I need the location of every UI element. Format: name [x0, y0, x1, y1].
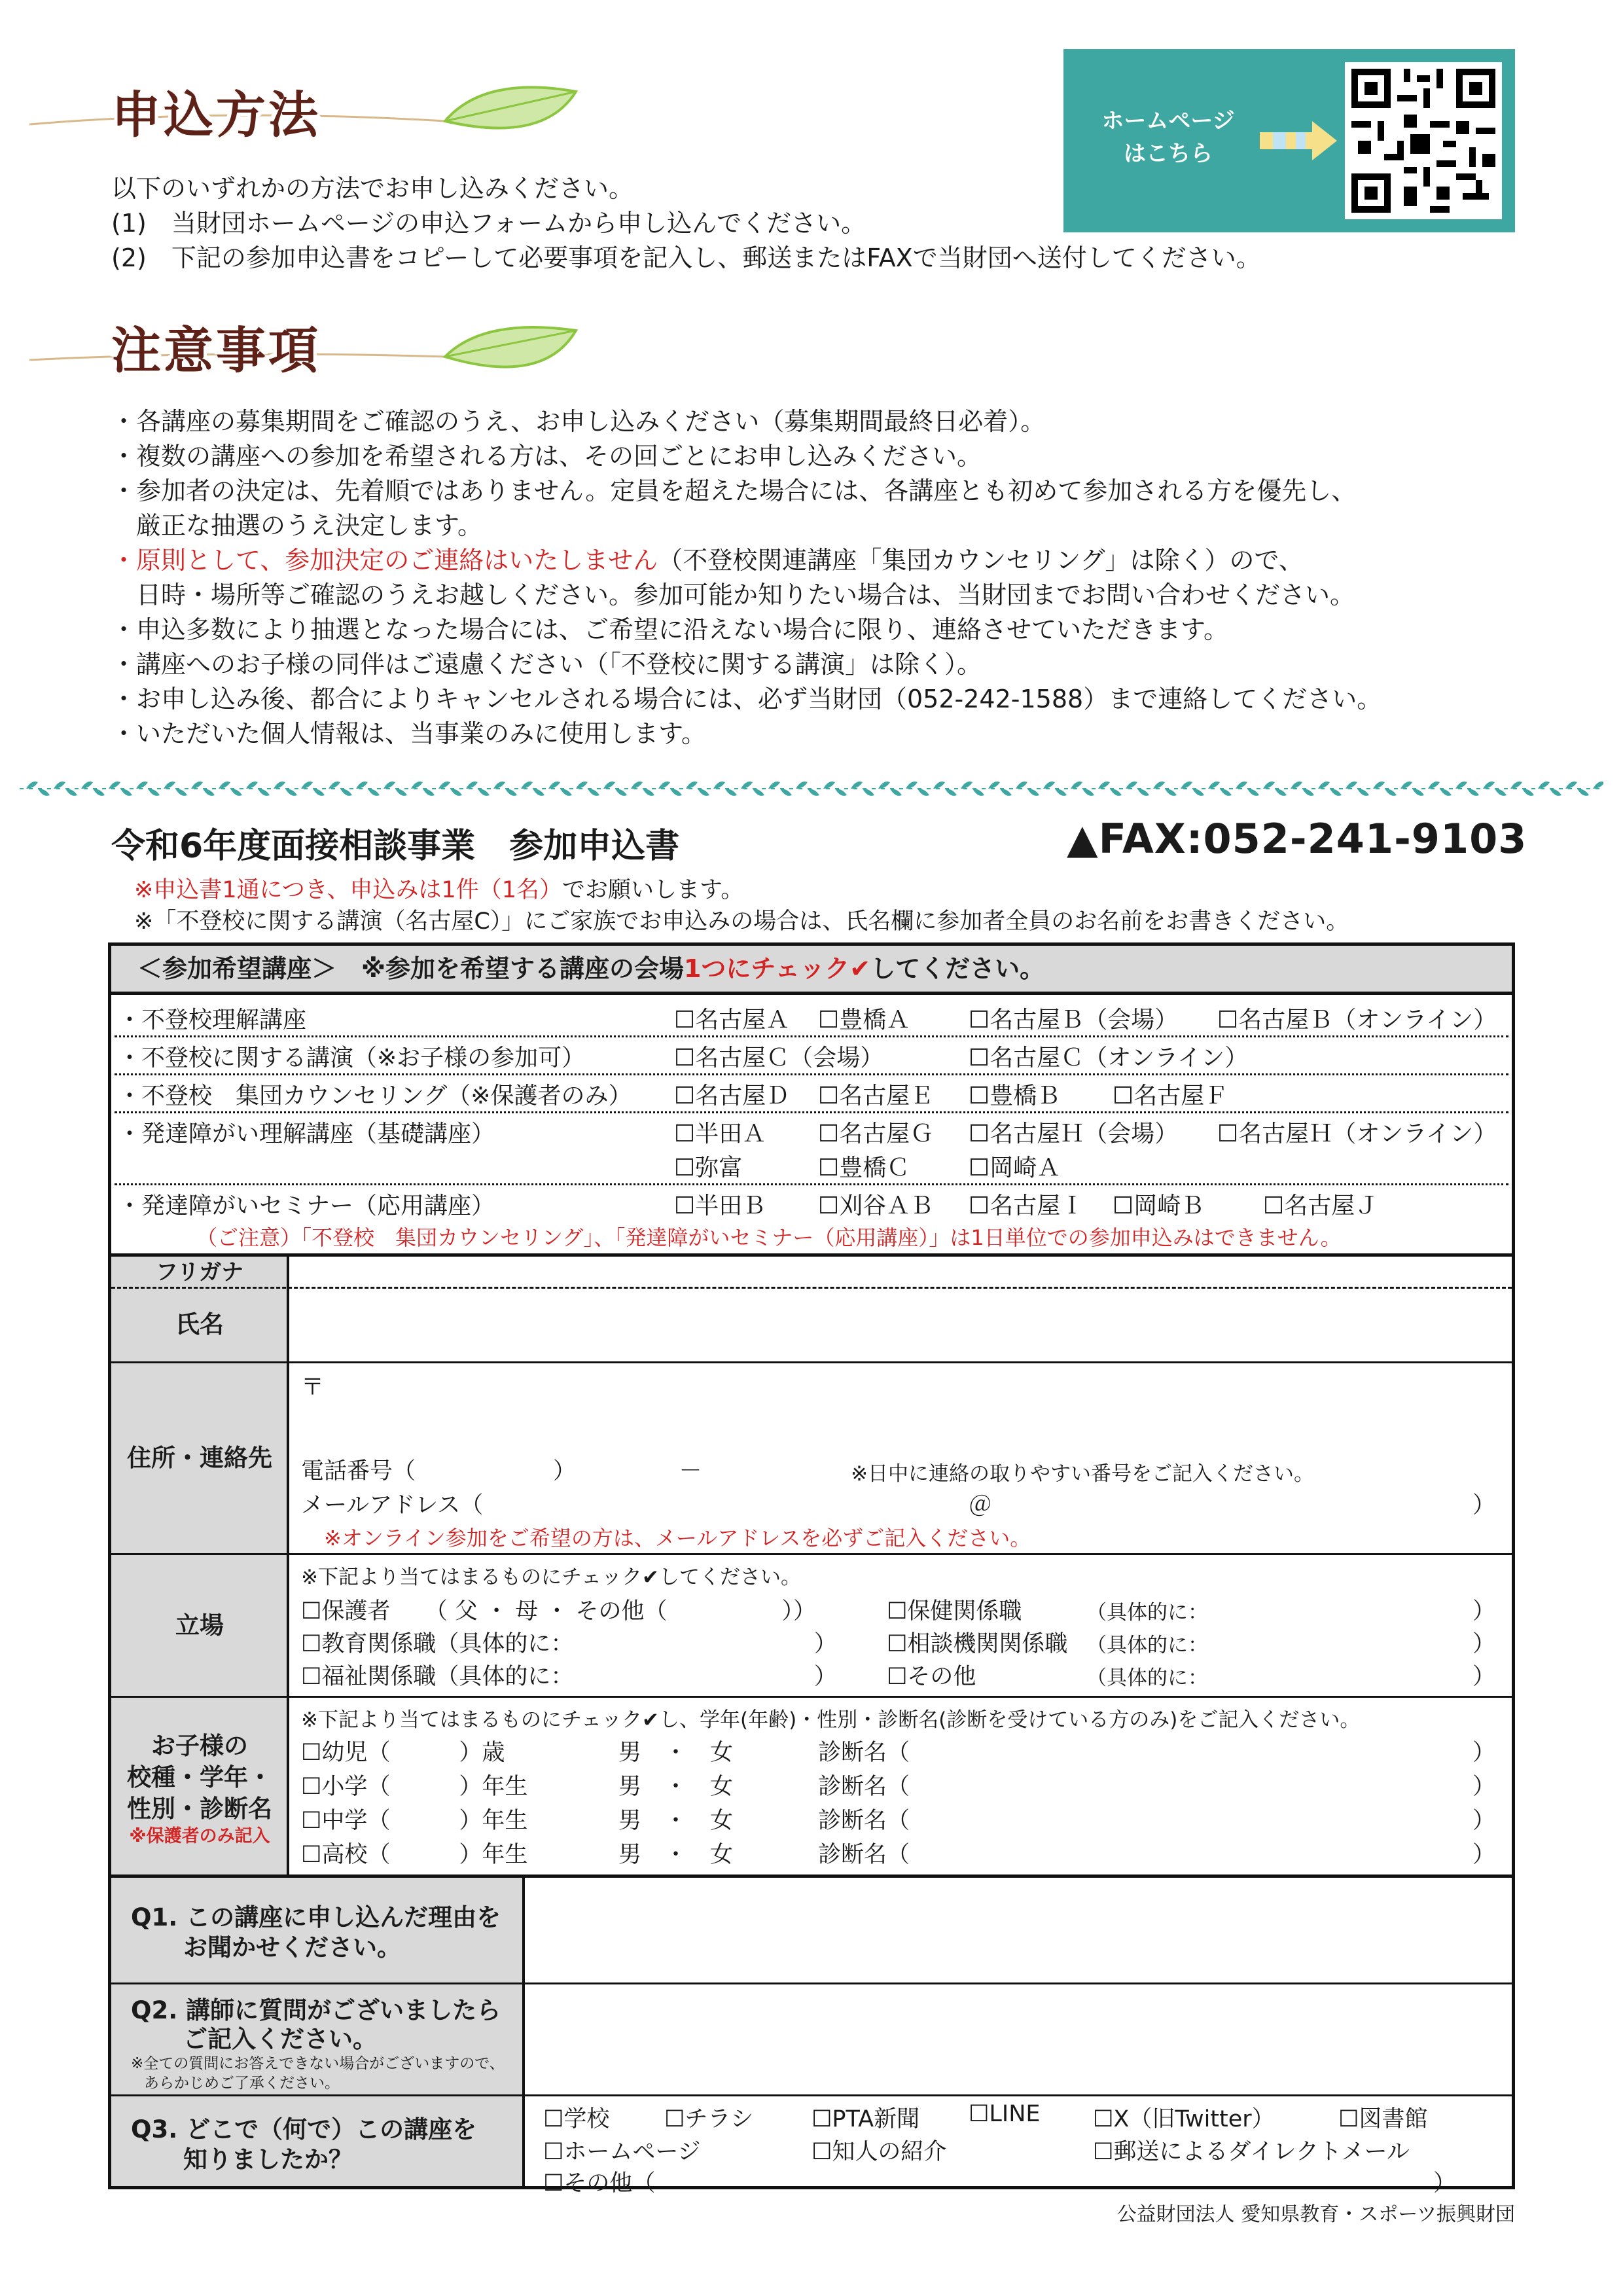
option-handa-b[interactable]: ☐半田Ｂ [674, 1193, 766, 1219]
note-line-5: ・原則として、参加決定のご連絡はいたしません（不登校関連講座「集団カウンセリング」は除く）ので、 [111, 546, 1304, 575]
position-health[interactable]: ☐保健関係職 [887, 1598, 1022, 1624]
option-okazaki-b[interactable]: ☐岡崎Ｂ [1113, 1193, 1205, 1219]
qr-code-icon[interactable] [1345, 62, 1502, 219]
name-input[interactable] [289, 1288, 1512, 1361]
child-close-2: ） [1472, 1808, 1496, 1834]
method-line-2: (1) 当財団ホームページの申込フォームから申し込んでください。 [111, 209, 866, 238]
position-consult[interactable]: ☐相談機関関係職 [887, 1631, 1068, 1657]
email-note: ※オンライン参加をご希望の方は、メールアドレスを必ずご記入ください。 [324, 1526, 1031, 1551]
form-note-1: ※申込書1通につき、申込みは1件（1名）でお願いします。 [134, 877, 744, 903]
q3-homepage[interactable]: ☐ホームページ [543, 2139, 701, 2165]
q3-school[interactable]: ☐学校 [543, 2106, 610, 2132]
heading-application-method: 申込方法 [111, 86, 321, 144]
option-toyohashi-a[interactable]: ☐豊橋Ａ [818, 1007, 910, 1033]
homepage-label: ホームページ はこちら [1101, 108, 1235, 167]
position-guardian[interactable]: ☐保護者 （ 父 ・ 母 ・ その他（ ）） [301, 1598, 817, 1624]
q3-friend[interactable]: ☐知人の紹介 [812, 2139, 947, 2165]
q3-flyer[interactable]: ☐チラシ [664, 2106, 754, 2132]
note-line-3: ・参加者の決定は、先着順ではありません。定員を超えた場合には、各講座とも初めて参加される方を優先し、 [111, 476, 1357, 505]
child-type-0[interactable]: ☐幼児（ ）歳 [301, 1740, 505, 1766]
option-nagoya-h-online[interactable]: ☐名古屋Ｈ（オンライン） [1217, 1121, 1497, 1147]
vine-divider [20, 772, 1603, 805]
child-sex-0[interactable]: 男 ・ 女 [618, 1740, 734, 1766]
email-at: ＠ [969, 1492, 992, 1518]
method-line-3: (2) 下記の参加申込書をコピーして必要事項を記入し、郵送またはFAXで当財団へ送付してください。 [111, 243, 1261, 272]
child-type-2[interactable]: ☐中学（ ）年生 [301, 1808, 528, 1834]
position-other[interactable]: ☐その他 [887, 1664, 976, 1690]
child-diag-2[interactable]: 診断名（ [818, 1808, 910, 1834]
child-diag-1[interactable]: 診断名（ [818, 1774, 910, 1800]
phone-field[interactable]: 電話番号（ ） － [301, 1458, 702, 1484]
q3-direct-mail[interactable]: ☐郵送によるダイレクトメール [1093, 2139, 1410, 2165]
note-line-7: ・申込多数により抽選となった場合には、ご希望に沿えない場合に限り、連絡させていただきます。 [111, 615, 1228, 644]
child-type-3[interactable]: ☐高校（ ）年生 [301, 1842, 528, 1868]
fax-number: ▲FAX:052-241-9103 [1067, 815, 1527, 863]
position-close-2: ） [1472, 1631, 1496, 1657]
child-sex-1[interactable]: 男 ・ 女 [618, 1774, 734, 1800]
form-note-2: ※「不登校に関する講演（名古屋C）」にご家族でお申込みの場合は、氏名欄に参加者全員のお名前をお書きください。 [134, 908, 1349, 935]
method-line-1: 以下のいずれかの方法でお申し込みください。 [111, 174, 634, 203]
q3-x[interactable]: ☐X（旧Twitter） [1093, 2106, 1275, 2132]
position-health-spec: （具体的に： [1086, 1601, 1208, 1624]
footer-organization: 公益財団法人 愛知県教育・スポーツ振興財団 [1116, 2203, 1515, 2226]
child-diag-0[interactable]: 診断名（ [818, 1740, 910, 1766]
note-line-1: ・各講座の募集期間をご確認のうえ、お申し込みください（募集期間最終日必着）。 [111, 407, 1046, 436]
note-line-6: 日時・場所等ご確認のうえお越しください。参加可能か知りたい場合は、当財団までお問い合わせください。 [111, 581, 1355, 609]
child-instruction: ※下記より当てはまるものにチェック✔し、学年(年齢)・性別・診断名(診断を受けている方のみ)をご記入ください。 [301, 1708, 1361, 1732]
homepage-qr-box[interactable] [1063, 49, 1515, 232]
option-nagoya-b-venue[interactable]: ☐名古屋Ｂ（会場） [969, 1007, 1179, 1033]
option-nagoya-b-online[interactable]: ☐名古屋Ｂ（オンライン） [1217, 1007, 1497, 1033]
q3-line[interactable]: ☐LINE [969, 2101, 1041, 2127]
form-title: 令和6年度面接相談事業 参加申込書 [111, 827, 680, 866]
q3-other-close: ） [1433, 2170, 1457, 2197]
option-nagoya-h-venue[interactable]: ☐名古屋Ｈ（会場） [969, 1121, 1179, 1147]
position-education[interactable]: ☐教育関係職（具体的に： ） [301, 1631, 837, 1657]
option-kariya-ab[interactable]: ☐刈谷ＡＢ [818, 1193, 934, 1219]
label-q2: Q2. 講師に質問がございましたら ご記入ください。 ※全ての質問にお答えできない場合がございますので、 あらかじめご了承ください。 [111, 1984, 524, 2094]
position-close-1: ） [1472, 1598, 1496, 1624]
option-nagoya-g[interactable]: ☐名古屋Ｇ [818, 1121, 934, 1147]
q3-pta[interactable]: ☐PTA新聞 [812, 2106, 920, 2132]
option-nagoya-i[interactable]: ☐名古屋Ｉ [969, 1193, 1084, 1219]
label-q3: Q3. どこで（何で）この講座を 知りましたか？ [111, 2096, 524, 2186]
position-instruction: ※下記より当てはまるものにチェック✔してください。 [301, 1566, 802, 1589]
label-child: お子様の 校種・学年・ 性別・診断名 ※保護者のみ記入 [111, 1698, 288, 1874]
course-section-header: ＜参加希望講座＞ ※参加を希望する講座の会場1つにチェック✔してください。 [111, 946, 1512, 995]
option-nagoya-f[interactable]: ☐名古屋Ｆ [1113, 1083, 1228, 1109]
course-caution: （ご注意）「不登校 集団カウンセリング」、「発達障がいセミナー（応用講座）」は1日単位での参加申込みはできません。 [196, 1225, 1342, 1250]
child-sex-2[interactable]: 男 ・ 女 [618, 1808, 734, 1834]
note-line-4: 厳正な抽選のうえ決定します。 [111, 511, 482, 540]
email-field[interactable]: メールアドレス（ [301, 1492, 484, 1518]
option-nagoya-c-venue[interactable]: ☐名古屋Ｃ（会場） [674, 1045, 884, 1071]
label-position: 立場 [111, 1555, 288, 1696]
child-sex-3[interactable]: 男 ・ 女 [618, 1842, 734, 1868]
option-nagoya-c-online[interactable]: ☐名古屋Ｃ（オンライン） [969, 1045, 1249, 1071]
label-q1: Q1. この講座に申し込んだ理由を お聞かせください。 [111, 1878, 524, 1982]
heading-notes: 注意事項 [111, 321, 321, 380]
child-type-1[interactable]: ☐小学（ ）年生 [301, 1774, 528, 1800]
q3-other[interactable]: ☐その他（ [543, 2170, 656, 2197]
option-nagoya-d[interactable]: ☐名古屋Ｄ [674, 1083, 790, 1109]
postal-mark: 〒 [301, 1374, 325, 1401]
position-consult-spec: （具体的に： [1086, 1634, 1208, 1657]
note-line-8: ・講座へのお子様の同伴はご遠慮ください（「不登校に関する講演」は除く）。 [111, 650, 982, 679]
label-address: 住所・連絡先 [111, 1363, 288, 1553]
position-other-spec: （具体的に： [1086, 1666, 1208, 1690]
note-line-9: ・お申し込み後、都合によりキャンセルされる場合には、必ず当財団（052-242-1588）まで連絡してください。 [111, 685, 1382, 713]
option-nagoya-e[interactable]: ☐名古屋Ｅ [818, 1083, 934, 1109]
email-close: ） [1472, 1492, 1496, 1518]
furigana-input[interactable] [289, 1257, 1512, 1287]
q2-input[interactable] [525, 1984, 1512, 2094]
q3-library[interactable]: ☐図書館 [1338, 2106, 1428, 2132]
position-welfare[interactable]: ☐福祉関係職（具体的に： ） [301, 1664, 837, 1690]
child-diag-3[interactable]: 診断名（ [818, 1842, 910, 1868]
note-line-2: ・複数の講座への参加を希望される方は、その回ごとにお申し込みください。 [111, 442, 982, 471]
child-close-0: ） [1472, 1740, 1496, 1766]
position-close-3: ） [1472, 1664, 1496, 1690]
option-okazaki-a[interactable]: ☐岡崎Ａ [969, 1155, 1061, 1181]
note-line-10: ・いただいた個人情報は、当事業のみに使用します。 [111, 719, 706, 748]
option-toyohashi-b[interactable]: ☐豊橋Ｂ [969, 1083, 1061, 1109]
option-nagoya-a[interactable]: ☐名古屋Ａ [674, 1007, 790, 1033]
option-handa-a[interactable]: ☐半田Ａ [674, 1121, 766, 1147]
phone-note: ※日中に連絡の取りやすい番号をご記入ください。 [851, 1462, 1314, 1486]
child-close-3: ） [1472, 1842, 1496, 1868]
label-furigana: フリガナ [111, 1257, 288, 1288]
arrow-right-icon [1260, 118, 1338, 164]
child-close-1: ） [1472, 1774, 1496, 1800]
label-name: 氏名 [111, 1288, 288, 1361]
option-yatomi[interactable]: ☐弥富 [674, 1155, 743, 1181]
option-nagoya-j[interactable]: ☐名古屋Ｊ [1263, 1193, 1379, 1219]
q1-input[interactable] [525, 1878, 1512, 1982]
option-toyohashi-c[interactable]: ☐豊橋Ｃ [818, 1155, 910, 1181]
